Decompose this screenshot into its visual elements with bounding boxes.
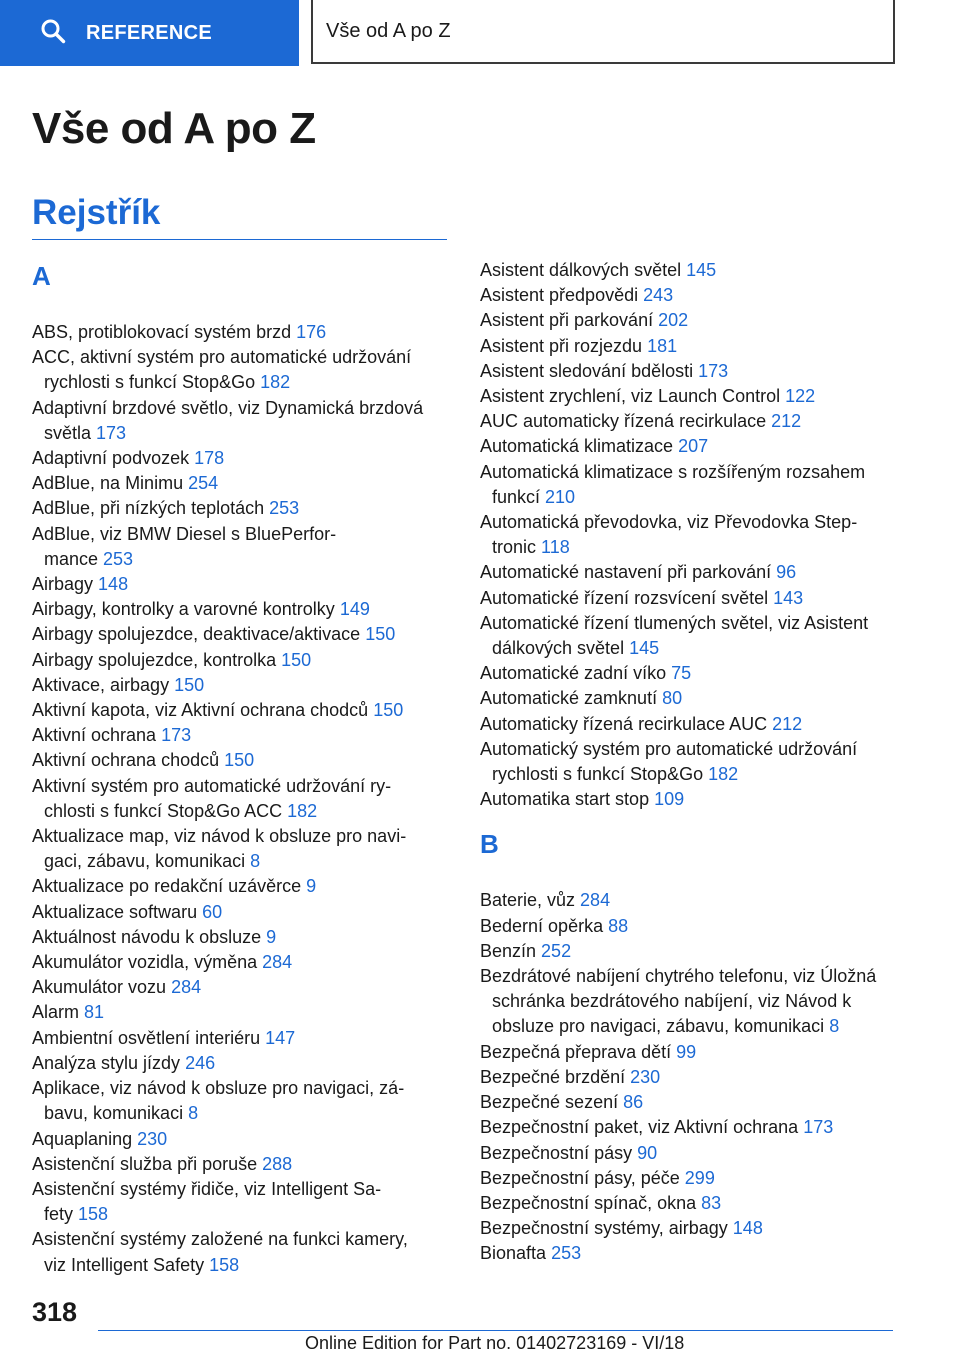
index-page-link[interactable]: 173 <box>96 422 127 443</box>
index-entry-text: Asistenční systémy založené na funkci kamery, <box>32 1229 408 1250</box>
index-entry-text: Automatické řízení rozsvícení světel <box>480 587 774 608</box>
index-entry <box>480 1216 900 1241</box>
index-page-link[interactable]: 178 <box>194 448 225 469</box>
index-page-link[interactable]: 83 <box>701 1192 722 1213</box>
index-entry-text: Akumulátor vozu <box>32 977 172 998</box>
index-page-link[interactable]: 284 <box>262 952 293 973</box>
index-entry <box>480 560 900 585</box>
section-title: Vše od A po Z <box>311 0 895 64</box>
index-entry <box>32 723 452 748</box>
index-page-link[interactable]: 9 <box>266 926 277 947</box>
index-entry-text: Bederní opěrka <box>480 915 609 936</box>
index-page-link[interactable]: 182 <box>708 764 739 785</box>
index-entry-text: světla <box>44 422 97 443</box>
footer-edition-text: Online Edition for Part no. 01402723169 - VI/18 <box>305 1333 685 1353</box>
index-entry <box>32 824 452 874</box>
index-entry <box>480 283 900 308</box>
index-entry-text: Automatická převodovka, viz Převodovka Step- <box>480 512 858 533</box>
index-entry <box>480 409 900 434</box>
reference-tab-label: REFERENCE <box>86 21 213 44</box>
index-page-link[interactable]: 9 <box>306 876 317 897</box>
index-entry-text: Aktivní ochrana chodců <box>32 750 225 771</box>
index-page-link[interactable]: 230 <box>630 1066 661 1087</box>
index-page-link[interactable]: 243 <box>643 285 674 306</box>
index-entry <box>480 914 900 939</box>
index-entry <box>32 471 452 496</box>
index-entry-text: Automatické zadní víko <box>480 663 672 684</box>
index-entry-text: Asistent zrychlení, viz Launch Control <box>480 386 786 407</box>
index-page-link[interactable]: 176 <box>296 322 327 342</box>
index-entry-text: Bezpečné brzdění <box>480 1066 631 1087</box>
index-entry <box>480 888 900 913</box>
index-entry-text: Automatický systém pro automatické udržování <box>480 738 858 759</box>
index-title-rule <box>32 239 447 240</box>
index-page-link[interactable]: 150 <box>174 674 205 695</box>
index-entry <box>32 1227 452 1277</box>
index-entry-text: Akumulátor vozidla, výměna <box>32 952 263 973</box>
index-page-link[interactable]: 210 <box>545 486 576 507</box>
index-entry-text: Bionafta <box>480 1243 552 1264</box>
index-page-link[interactable]: 118 <box>541 537 570 558</box>
index-entry <box>480 384 900 409</box>
index-page-link[interactable]: 253 <box>103 548 134 569</box>
index-entry <box>32 572 452 597</box>
index-page-link[interactable]: 173 <box>698 360 729 381</box>
index-title: Rejstřík <box>32 193 161 232</box>
index-page-link[interactable]: 182 <box>287 800 318 821</box>
index-entry-text: Bezpečnostní paket, viz Aktivní ochrana <box>480 1117 804 1138</box>
index-entries-b <box>480 888 900 1266</box>
index-entry <box>32 748 452 773</box>
index-page-link[interactable]: 8 <box>829 1016 840 1037</box>
index-entry <box>480 1065 900 1090</box>
index-page-link[interactable]: 212 <box>772 713 803 734</box>
index-page-link[interactable]: 182 <box>260 372 291 393</box>
index-page-link[interactable]: 88 <box>608 915 629 936</box>
index-page-link[interactable]: 253 <box>551 1243 582 1264</box>
index-entry-text: viz Intelligent Safety <box>44 1254 210 1275</box>
index-entry <box>32 1127 452 1152</box>
index-entry <box>32 522 452 572</box>
index-entry-text: AdBlue, viz BMW Diesel s BluePerfor- <box>32 523 337 544</box>
index-entry <box>480 1166 900 1191</box>
index-page-link[interactable]: 8 <box>250 851 261 872</box>
index-entry <box>480 611 900 661</box>
index-entry-text: Aquaplaning <box>32 1128 138 1149</box>
index-entry-text: Automaticky řízená recirkulace AUC <box>480 713 773 734</box>
index-entry <box>32 698 452 723</box>
index-entry-text: Adaptivní podvozek <box>32 448 195 469</box>
index-page-link[interactable]: 8 <box>188 1103 199 1124</box>
index-page-link[interactable]: 150 <box>281 649 312 670</box>
index-entry-text: funkcí <box>492 486 546 507</box>
index-entry-text: Aktuálnost návodu k obsluze <box>32 926 267 947</box>
index-entry-text: Benzín <box>480 940 542 961</box>
index-entry-text: obsluze pro navigaci, zábavu, komunikaci <box>492 1016 830 1037</box>
index-page-link[interactable]: 246 <box>185 1052 216 1073</box>
index-entry-text: schránka bezdrátového nabíjení, viz Návod k <box>492 991 852 1012</box>
index-entry-text: Asistent při rozjezdu <box>480 335 648 356</box>
index-entry-text: Bezpečné sezení <box>480 1092 624 1113</box>
index-entry <box>32 950 452 975</box>
index-letter-b: B <box>480 829 499 860</box>
index-entry-text: Airbagy, kontrolky a varovné kontrolky <box>32 599 340 620</box>
index-entry <box>480 787 900 812</box>
index-entry-text: Ambientní osvětlení interiéru <box>32 1027 266 1048</box>
index-entry-text: tronic <box>492 537 542 558</box>
index-entry <box>32 1051 452 1076</box>
index-entry <box>32 396 452 446</box>
index-entry-text: bavu, komunikaci <box>44 1103 189 1124</box>
index-entry-text: Airbagy <box>32 574 99 595</box>
index-entry <box>480 661 900 686</box>
index-letter-a: A <box>32 261 51 291</box>
index-page-link[interactable]: 147 <box>265 1027 296 1048</box>
index-page-link[interactable]: 252 <box>541 940 572 961</box>
index-entry <box>480 510 900 560</box>
index-entry-text: Bezpečnostní spínač, okna <box>480 1192 702 1213</box>
index-page-link[interactable]: 181 <box>647 335 678 356</box>
index-entry <box>32 774 452 824</box>
index-page-link[interactable]: 253 <box>269 498 300 519</box>
index-entry-text: Aktualizace softwaru <box>32 901 203 922</box>
index-page-link[interactable]: 148 <box>98 574 129 595</box>
index-entry <box>32 1026 452 1051</box>
index-entry-text: Automatika start stop <box>480 789 655 810</box>
index-entry-text: Asistent dálkových světel <box>480 260 687 280</box>
index-page-link[interactable]: 212 <box>771 411 802 432</box>
index-entry <box>32 900 452 925</box>
index-page-link[interactable]: 150 <box>224 750 255 771</box>
index-entry-text: fety <box>44 1204 79 1225</box>
index-entry-text: Airbagy spolujezdce, kontrolka <box>32 649 282 670</box>
reference-tab[interactable] <box>0 0 299 66</box>
index-entry-text: Airbagy spolujezdce, deaktivace/aktivace <box>32 624 366 645</box>
page-title: Vše od A po Z <box>32 104 316 153</box>
index-entry-text: rychlosti s funkcí Stop&Go <box>492 764 709 785</box>
index-entry-text: AdBlue, při nízkých teplotách <box>32 498 270 519</box>
index-page-link[interactable]: 230 <box>137 1128 168 1149</box>
index-page-link[interactable]: 288 <box>262 1153 293 1174</box>
index-entry <box>480 1040 900 1065</box>
index-entry-text: Aktualizace map, viz návod k obsluze pro navi- <box>32 826 407 847</box>
index-entry-text: Asistenční systémy řidiče, viz Intelligent Sa- <box>32 1178 382 1199</box>
index-entry <box>480 939 900 964</box>
index-entry-text: Automatická klimatizace s rozšířeným rozsahem <box>480 461 866 482</box>
index-entry <box>480 1115 900 1140</box>
index-entry <box>32 597 452 622</box>
index-entry-text: Asistenční služba při poruše <box>32 1153 263 1174</box>
index-entry-text: Aktivní kapota, viz Aktivní ochrana chodců <box>32 700 374 721</box>
index-entry <box>480 686 900 711</box>
index-entry <box>32 648 452 673</box>
index-entry <box>32 1000 452 1025</box>
index-entry-text: ACC, aktivní systém pro automatické udržování <box>32 347 412 368</box>
index-page-link[interactable]: 149 <box>339 599 370 620</box>
index-page-link[interactable]: 150 <box>373 700 404 721</box>
index-page-link[interactable]: 158 <box>209 1254 240 1275</box>
index-entry <box>480 308 900 333</box>
index-entry-text: gaci, zábavu, komunikaci <box>44 851 251 872</box>
index-entry <box>32 496 452 521</box>
index-page-link[interactable]: 158 <box>78 1204 109 1225</box>
index-column-right <box>480 258 900 1267</box>
index-entry-text: AUC automaticky řízená recirkulace <box>480 411 772 432</box>
index-entry-text: Bezdrátové nabíjení chytrého telefonu, viz Úložná <box>480 966 877 987</box>
index-page-link[interactable]: 207 <box>678 436 709 457</box>
index-entry <box>32 320 452 345</box>
index-entry-text: Automatické zamknutí <box>480 688 663 709</box>
index-entry <box>480 1241 900 1266</box>
index-column-left <box>32 258 452 1278</box>
index-page-link[interactable]: 143 <box>773 587 804 608</box>
index-entry <box>32 1076 452 1126</box>
index-entry-text: mance <box>44 548 104 569</box>
index-entry <box>480 964 900 1040</box>
index-entry-text: Bezpečná přeprava dětí <box>480 1041 677 1062</box>
index-entry <box>480 1090 900 1115</box>
index-entry-text: rychlosti s funkcí Stop&Go <box>44 372 261 393</box>
index-entry-text: Adaptivní brzdové světlo, viz Dynamická brzdová <box>32 397 424 418</box>
index-entry-text: ABS, protiblokovací systém brzd <box>32 322 297 342</box>
index-entry-text: Bezpečnostní pásy <box>480 1142 638 1163</box>
index-entries-a-left <box>32 320 452 1278</box>
index-page-link[interactable]: 150 <box>365 624 396 645</box>
index-page-link[interactable]: 202 <box>658 310 689 331</box>
index-entry-text: Automatická klimatizace <box>480 436 679 457</box>
index-page-link[interactable]: 60 <box>202 901 223 922</box>
index-entry-text: Baterie, vůz <box>480 890 581 911</box>
page-number: 318 <box>32 1297 78 1327</box>
index-entry <box>480 434 900 459</box>
index-page-link[interactable]: 173 <box>161 725 192 746</box>
index-page-link[interactable]: 284 <box>171 977 202 998</box>
index-entry-text: Asistent při parkování <box>480 310 659 331</box>
index-entry <box>32 975 452 1000</box>
index-page-link[interactable]: 254 <box>188 473 219 494</box>
index-entry-text: Asistent předpovědi <box>480 285 644 306</box>
index-entry-text: chlosti s funkcí Stop&Go ACC <box>44 800 288 821</box>
index-entry-text: Asistent sledování bdělosti <box>480 360 699 381</box>
index-entry <box>32 673 452 698</box>
index-entry-text: Aktivní ochrana <box>32 725 162 746</box>
index-page-link[interactable]: 145 <box>686 260 717 280</box>
index-entry <box>32 345 452 395</box>
index-entry <box>480 359 900 384</box>
index-page-link[interactable]: 86 <box>623 1092 644 1113</box>
index-entry <box>480 460 900 510</box>
index-entry-text: Bezpečnostní systémy, airbagy <box>480 1218 733 1239</box>
index-entry <box>480 737 900 787</box>
index-entries-a-right <box>480 258 900 812</box>
index-entry <box>480 334 900 359</box>
index-entry-text: dálkových světel <box>492 638 630 659</box>
index-entry <box>32 622 452 647</box>
index-entry-text: Aktualizace po redakční uzávěrce <box>32 876 307 897</box>
index-entry <box>32 446 452 471</box>
index-entry-text: Bezpečnostní pásy, péče <box>480 1167 685 1188</box>
index-entry-text: AdBlue, na Minimu <box>32 473 189 494</box>
index-entry-text: Aktivní systém pro automatické udržování ry- <box>32 775 392 796</box>
index-entry <box>480 1191 900 1216</box>
index-entry <box>32 1177 452 1227</box>
index-entry <box>480 258 900 283</box>
index-entry-text: Automatické nastavení při parkování <box>480 562 777 583</box>
index-page-link[interactable]: 299 <box>684 1167 715 1188</box>
index-page-link[interactable]: 75 <box>671 663 692 684</box>
index-page-link[interactable]: 109 <box>654 789 685 810</box>
index-page-link[interactable]: 80 <box>662 688 683 709</box>
footer-rule <box>98 1330 893 1331</box>
index-entry <box>480 1141 900 1166</box>
index-entry <box>32 925 452 950</box>
index-entry <box>480 586 900 611</box>
index-entry <box>480 712 900 737</box>
index-page-link[interactable]: 148 <box>732 1218 763 1239</box>
index-page-link[interactable]: 81 <box>84 1002 105 1023</box>
index-entry-text: Alarm <box>32 1002 85 1023</box>
index-entry-text: Aplikace, viz návod k obsluze pro navigaci, zá- <box>32 1078 405 1099</box>
index-entry-text: Analýza stylu jízdy <box>32 1052 186 1073</box>
index-entry <box>32 874 452 899</box>
index-page-link[interactable]: 284 <box>580 890 611 911</box>
index-page-link[interactable]: 122 <box>785 386 816 407</box>
index-page-link[interactable]: 90 <box>637 1142 658 1163</box>
index-entry-text: Aktivace, airbagy <box>32 674 175 695</box>
search-icon <box>40 18 86 49</box>
index-page-link[interactable]: 99 <box>676 1041 697 1062</box>
index-page-link[interactable]: 173 <box>803 1117 834 1138</box>
index-entry <box>32 1152 452 1177</box>
index-entry-text: Automatické řízení tlumených světel, viz Asistent <box>480 612 869 633</box>
index-page-link[interactable]: 96 <box>776 562 797 583</box>
index-page-link[interactable]: 145 <box>629 638 660 659</box>
